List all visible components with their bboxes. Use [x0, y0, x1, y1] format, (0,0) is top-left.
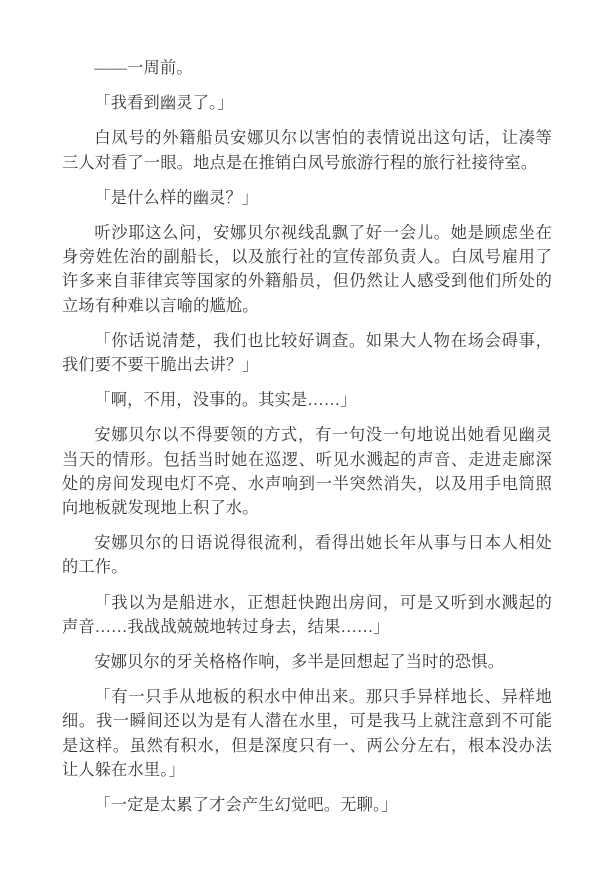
paragraph-dialogue: 「一定是太累了才会产生幻觉吧。无聊。」: [94, 796, 398, 815]
paragraph-narration: 听沙耶这么问，安娜贝尔视线乱飘了好一会儿。她是顾虑坐在身旁姓佐治的副船长，以及旅行社的宣传部负责人。白凤号雇用了许多来自菲律宾等国家的外籍船员，但仍然让人感受到他们所处的立场有种难以言喻的尴尬。: [62, 224, 552, 315]
paragraph-dialogue: 「啊，不用，没事的。其实是……」: [94, 391, 357, 410]
paragraph-narration: 安娜贝尔的日语说得很流利，看得出她长年从事与日本人相处的工作。: [62, 534, 552, 577]
paragraph-narration: 安娜贝尔以不得要领的方式，有一句没一句地说出她看见幽灵当天的情形。包括当时她在巡逻、听见水溅起的声音、走进走廊深处的房间发现电灯不亮、水声响到一半突然消失，以及用手电筒照向地板就发现地上积了水。: [62, 426, 552, 518]
paragraph-narration: ——一周前。: [94, 59, 193, 77]
paragraph-dialogue: 「你话说清楚，我们也比较好调查。如果大人物在场会碍事，我们要不要干脆出去讲？」: [62, 331, 552, 375]
body-text-column: [62, 56, 552, 817]
paragraph-dialogue: 「是什么样的幽灵？」: [94, 188, 259, 207]
paragraph-dialogue: 「有一只手从地板的积水中伸出来。那只手异样地长、异样地细。我一瞬间还以为是有人潜在水里，可是我马上就注意到不可能是这样。虽然有积水，但是深度只有一、两公分左右，根本没办法让人躲在水里。」: [62, 688, 552, 779]
paragraph-dialogue: 「我以为是船进水，正想赶快跑出房间，可是又听到水溅起的声音……我战战兢兢地转过身去，结果……」: [62, 593, 552, 636]
paragraph-dialogue: 「我看到幽灵了。」: [94, 94, 234, 113]
paragraph-narration: 安娜贝尔的牙关格格作响，多半是回想起了当时的恐惧。: [94, 653, 505, 672]
paragraph-narration: 白凤号的外籍船员安娜贝尔以害怕的表情说出这句话，让凑等三人对看了一眼。地点是在推销白凤号旅游行程的旅行社接待室。: [62, 129, 552, 172]
